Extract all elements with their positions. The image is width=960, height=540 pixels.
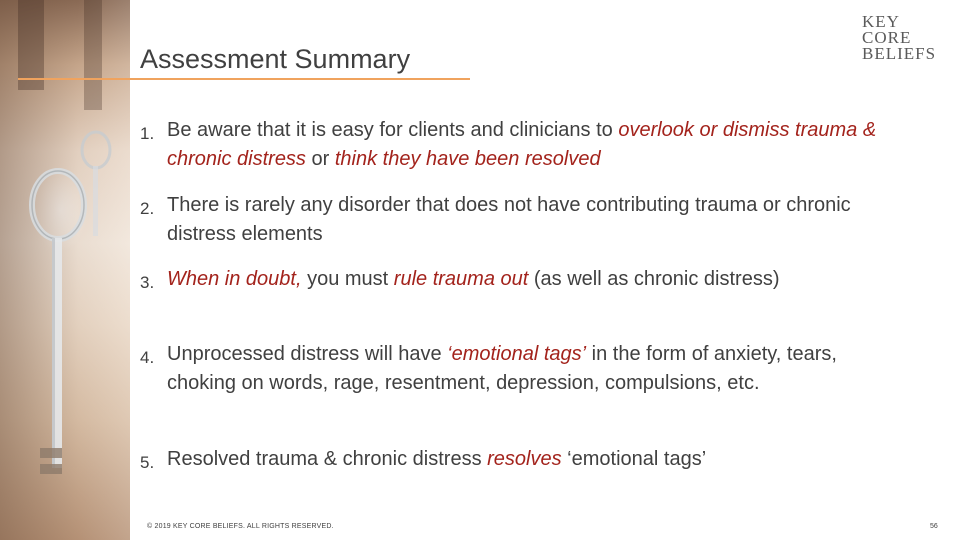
title-underline: [18, 78, 470, 80]
list-item-text: [167, 340, 897, 398]
emphasis-text: When in doubt,: [167, 268, 302, 290]
slide-title: Assessment Summary: [140, 44, 411, 74]
body-text: (as well as chronic distress): [528, 268, 780, 290]
key-core-beliefs-logo: [862, 14, 942, 62]
body-text: Be aware that it is easy for clients and clinicians to: [167, 119, 619, 141]
list-item-text: [167, 191, 897, 249]
body-text: or: [305, 148, 335, 170]
key-illustration: [0, 0, 130, 540]
page-number: 56: [930, 523, 938, 530]
list-number: 3.: [140, 273, 155, 292]
emphasis-text: ‘emotional tags’: [447, 343, 587, 365]
copyright-footer: © 2019 KEY CORE BELIEFS. ALL RIGHTS RESERVED.: [147, 523, 334, 530]
emphasis-text: resolves: [487, 448, 562, 470]
list-item-text: [167, 116, 897, 174]
body-text: There is rarely any disorder that does not have contributing trauma or chronic distress elements: [167, 194, 851, 245]
body-text: in the form of anxiety, tears, choking on words, rage, resentment, depression, compulsions, etc.: [167, 343, 837, 394]
list-number: 4.: [140, 348, 155, 367]
body-text: ‘emotional tags’: [561, 448, 707, 470]
logo-line-3: BELIEFS: [862, 44, 937, 63]
emphasis-text: think they have been resolved: [334, 148, 601, 170]
emphasis-text: rule trauma out: [393, 268, 529, 290]
logo-line-1: KEY: [862, 12, 900, 31]
body-text: Unprocessed distress will have: [167, 343, 448, 365]
list-item-text: [167, 445, 897, 474]
logo-line-2: CORE: [862, 28, 912, 47]
list-number: 5.: [140, 453, 155, 472]
list-number: 2.: [140, 199, 155, 218]
body-text: you must: [301, 268, 394, 290]
body-text: Resolved trauma & chronic distress: [167, 448, 488, 470]
list-number: 1.: [140, 124, 155, 143]
list-item-text: [167, 265, 897, 294]
emphasis-text: overlook or dismiss trauma & chronic distress: [167, 119, 877, 170]
antique-key-photo: [0, 0, 130, 540]
